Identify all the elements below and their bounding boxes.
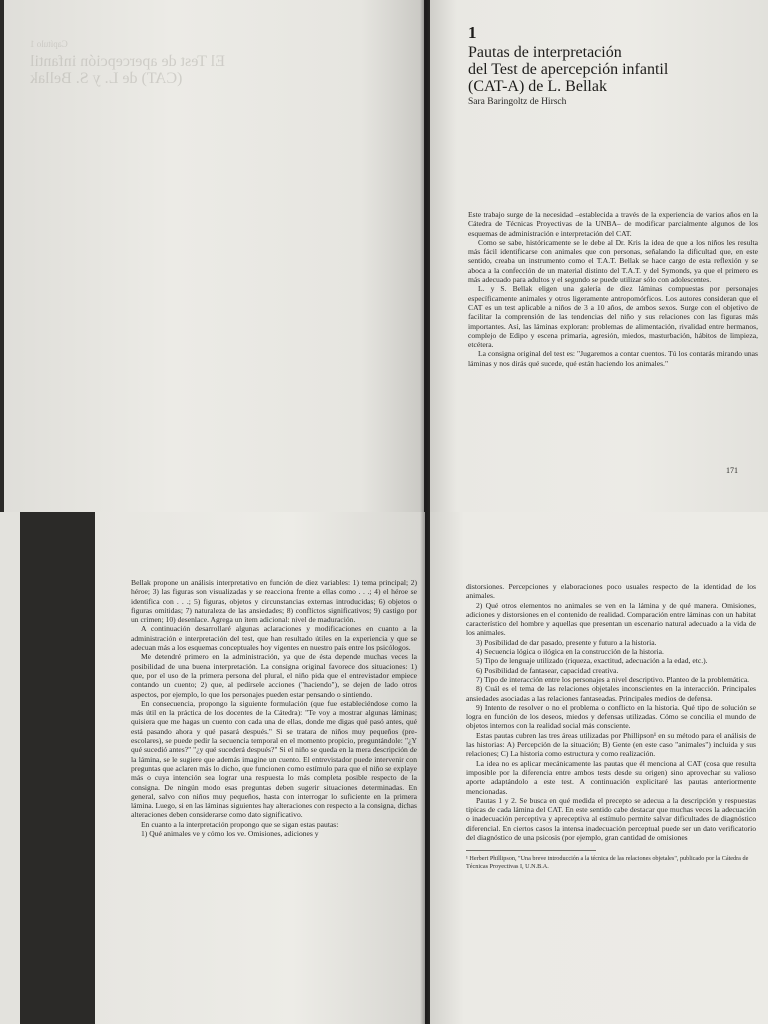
ghost-chapter-label: Capítulo 1	[30, 39, 68, 49]
page-173	[430, 512, 768, 1024]
intro-text	[468, 210, 758, 368]
paragraph: Bellak propone un análisis interpretativo en función de diez variables: 1) tema principal; 2) héroe; 3) las figuras son visualizadas y se reacciona frente a ellas como . . .; 4) el héroe se identifica con . . .; 5) figuras, objetos y circunstancias externas introducidas; 6) objetos o figuras omitidas; 7) naturaleza de las ansiedades; 8) conflictos significativos; 9) castigo por un crimen; 10) desenlace. Agrega un ítem adicional: nivel de maduración.	[131, 578, 417, 625]
paragraph: La consigna original del test es: "Jugaremos a contar cuentos. Tú los contarás mirando unas láminas y nos dirás qué sucede, qué están haciendo los animales."	[468, 349, 758, 368]
footnote	[466, 850, 749, 870]
chapter-number: 1	[468, 23, 477, 42]
page-number: 171	[726, 466, 738, 475]
bottom-spread	[0, 512, 768, 1024]
footnote-text: ¹ Herbert Phillipson, "Una breve introducción a la técnica de las relaciones objetales", publicado por la Cátedra de Técnicas Proyectivas I, U.N.B.A.	[466, 855, 749, 870]
paragraph: Este trabajo surge de la necesidad –establecida a través de la experiencia de varios años en la Cátedra de Técnicas Proyectivas de la UNBA– de modificar parcialmente algunos de los esquemas de administración e interpretación del CAT.	[468, 210, 758, 238]
paragraph: distorsiones. Percepciones y elaboraciones poco usuales respecto de la identidad de los animales.	[466, 582, 756, 601]
paragraph: 6) Posibilidad de fantasear, capacidad creativa.	[476, 665, 619, 675]
blank-left-page	[4, 0, 424, 512]
adjacent-page-edge	[0, 512, 20, 1024]
paragraph: Como se sabe, históricamente se le debe al Dr. Kris la idea de que a los niños les resulta más fácil identificarse con animales que con personas, señalando la dificultad que, en este sentido, creaba un instrumento como el T.A.T. Bellak se hace cargo de esta reflexión y se aboca a la confección de un material distinto del T.A.T. y del Symonds, ya que el primero es más adecuado para adultos y el segundo se puede utilizar sólo con adolescentes.	[468, 237, 758, 285]
paragraph: En consecuencia, propongo la siguiente formulación (que fue estableciéndose como la más útil en la práctica de los docentes de la Cátedra): "Te voy a mostrar algunas láminas; quisiera que me hagas un cuento con cada una de ellas, donde me digas qué pasó antes, qué está pasando ahora y qué pasará después." Si se tratara de niños muy pequeños (pre-escolares), se puede pedir la secuencia temporal en el momento propicio, preguntándole: "¿Y qué sucedió antes?" "¿y qué sucederá después?" Si el niño se queda en la mera descripción de la lámina, se le sugiere que además imagine un cuento. El entrevistador puede intervenir con preguntas que aclaren más lo dicho, que funcionen como estímulo para que el niño se explaye más o cuya intención sea lograr una respuesta lo más completa posible respecto de la consigna. De ningún modo esas preguntas deben sugerir situaciones determinadas. En general, salvo con niños muy pequeños, hasta con interrogar lo suficiente en la primera lámina. Luego, si en las láminas siguientes hay alteraciones con respecto a la consigna, dichas alteraciones deben considerarse como dato significativo.	[131, 698, 417, 820]
paragraph: 4) Secuencia lógica o ilógica en la construcción de la historia.	[476, 647, 664, 657]
title-line: (CAT-A) de L. Bellak	[468, 78, 607, 95]
title-line: Pautas de interpretación	[468, 44, 622, 61]
ghost-title-line1: El Test de apercepción infantil	[30, 53, 225, 70]
paragraph: La idea no es aplicar mecánicamente las pautas que él menciona al CAT (cosa que resulta imposible por la diferencia entre ambos tests desde su origen) sino aprovechar su valioso aporte adaptándolo a este test. A continuación explicitaré las pautas anteriormente mencionadas.	[466, 758, 756, 796]
page-172-text	[131, 578, 417, 838]
paragraph: 8) Cuál es el tema de las relaciones objetales inconscientes en la interacción. Principales ansiedades asociadas a las relaciones fantaseadas. Principales medios de defensa.	[466, 684, 756, 703]
title-line: del Test de apercepción infantil	[468, 61, 669, 78]
paragraph: L. y S. Bellak eligen una galería de diez láminas compuestas por personajes específicamente animales y otros ligeramente antropomórficos. Los autores consideran que el CAT es un test aplicable a niños de 3 a 10 años, de ambos sexos. Surge con el objetivo de facilitar la comprensión de las tendencias del niño y sus relaciones con las figuras más importantes. Así, las láminas exploran: problemas de alimentación, rivalidad entre hermanos, complejo de Edipo y escena primaria, agresión, miedos, masturbación, hábitos de limpieza, etcétera.	[468, 284, 758, 350]
chapter-title	[468, 44, 752, 95]
paragraph: Pautas 1 y 2. Se busca en qué medida el precepto se adecua a la descripción y respuestas típicas de cada lámina del CAT. En este sentido cabe destacar que muchas veces la adecuación o inadecuación perceptiva y apreceptiva al estímulo permite salvar dificultades de diagnóstico diferencial. En ciertos casos la intensa inadecuación perceptual puede ser un dato verificatorio del diagnóstico de una psicosis (por ejemplo, gran cantidad de omisiones	[466, 795, 756, 843]
paragraph: 1) Qué animales ve y cómo los ve. Omisiones, adiciones y	[141, 829, 319, 839]
paragraph: 9) Intento de resolver o no el problema o conflicto en la historia. Qué tipo de solución se logra en función de los deseos, miedos y defensas utilizadas. Cómo se concilia el mundo de objetos internos con la realidad social más consciente.	[466, 702, 756, 731]
show-through-text	[30, 36, 390, 87]
paragraph: 7) Tipo de interacción entre los personajes a nivel descriptivo. Planteo de la problemática.	[476, 674, 750, 684]
paragraph: 2) Qué otros elementos no animales se ven en la lámina y de qué manera. Omisiones, adiciones y distorsiones en el contenido de realidad. Comparación entre láminas con un habitat característico del hombre y aquellas que presentan un escenario natural adecuado a la vida de los animales.	[466, 600, 756, 638]
paragraph: Me detendré primero en la administración, ya que de ésta depende muchas veces la posibilidad de una buena interpretación. La consigna original favorece dos situaciones: 1) que, por el uso de la primera persona del plural, el niño pida que el entrevistador empiece contando un cuento; 2) que, al pedírsele acciones ("haciendo"), se dejen de lado otros aspectos, por ejemplo, lo que los personajes pueden estar pensando o sintiendo.	[131, 652, 417, 699]
paragraph: 5) Tipo de lenguaje utilizado (riqueza, exactitud, adecuación a la edad, etc.).	[476, 656, 708, 666]
paragraph: 3) Posibilidad de dar pasado, presente y futuro a la historia.	[476, 637, 657, 647]
page-173-text	[466, 582, 756, 842]
paragraph: En cuanto a la interpretación propongo que se sigan estas pautas:	[141, 819, 339, 829]
paragraph: Estas pautas cubren las tres áreas utilizadas por Phillipson¹ en su método para el análisis de las historias: A) Percepción de la situación; B) Gente (en este caso "animales") incluida y sus relaciones; C) La historia como estructura y como realización.	[466, 730, 756, 759]
page-172	[95, 512, 425, 1024]
page-171	[430, 0, 768, 512]
author: Sara Baringoltz de Hirsch	[468, 97, 567, 107]
ghost-title-line2: (CAT) de L. y S. Bellak	[30, 70, 183, 87]
paragraph: A continuación desarrollaré algunas aclaraciones y modificaciones en cuanto a la administración e interpretación del test, que han resultado útiles en la experiencia y que se adecuan más a los esquemas conceptuales hoy vigentes en nuestro país entre los psicólogos.	[131, 624, 417, 653]
